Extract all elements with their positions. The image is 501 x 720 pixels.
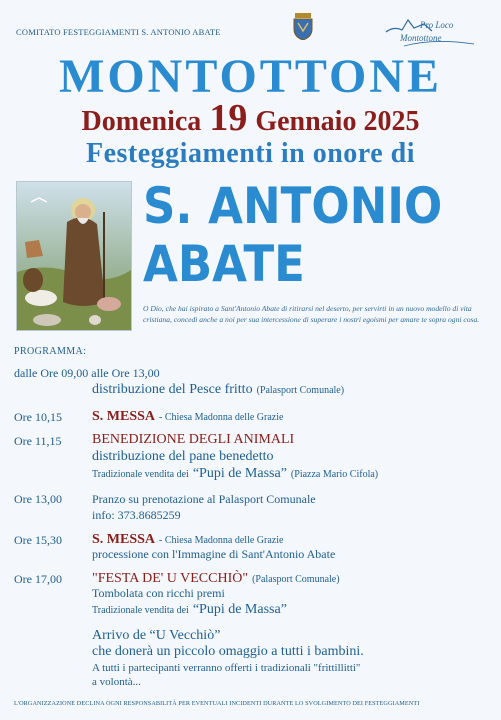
event-6-sale-label: Tradizionale vendita dei xyxy=(92,605,189,616)
event-2-line xyxy=(92,407,283,425)
event-3-sale-label: Tradizionale vendita dei xyxy=(92,469,189,480)
event-3-line2: distribuzione del pane benedetto xyxy=(92,449,274,464)
event-5-line xyxy=(92,530,283,548)
saint-name-line2: ABATE xyxy=(143,235,305,293)
event-2-title: S. MESSA xyxy=(92,409,156,424)
program-heading: PROGRAMMA: xyxy=(14,346,87,357)
event-5-title: S. MESSA xyxy=(92,532,156,547)
prayer-text: O Dio, che hai ispirato a Sant'Antonio Abate di ritirarsi nel deserto, per servirti in un nuovo modello di vita cristiana, concedi anche a noi per sua intercessione di superare i nostri egoismi per amare te sopra ogni cosa. xyxy=(143,304,480,324)
event-4-line1: Pranzo su prenotazione al Palasport Comunale xyxy=(92,492,316,506)
event-7-line1: Arrivo de “U Vecchiò” xyxy=(92,628,221,643)
date-month-year: Gennaio 2025 xyxy=(255,106,420,137)
event-5-note: - Chiesa Madonna delle Grazie xyxy=(159,535,284,546)
event-4-phone: info: 373.8685259 xyxy=(92,508,181,522)
event-7-line4: a volontà... xyxy=(92,676,141,688)
event-7-line3: A tutti i partecipanti verranno offerti i tradizionali "frittillitti" xyxy=(92,662,361,674)
event-6-pupi: “Pupi de Massa” xyxy=(192,602,287,617)
event-6-note: (Palasport Comunale) xyxy=(252,574,340,585)
saint-name-line1: S. ANTONIO xyxy=(143,177,443,235)
event-1-title: distribuzione del Pesce fritto xyxy=(92,382,253,397)
event-6-line xyxy=(92,569,340,587)
date-day-number: 19 xyxy=(209,97,248,139)
event-4-time: Ore 13,00 xyxy=(14,492,62,506)
event-6-time: Ore 17,00 xyxy=(14,572,62,586)
footer-disclaimer: L'ORGANIZZAZIONE DECLINA OGNI RESPONSABILITÀ PER EVENTUALI INCIDENTI DURANTE LO SVOLGIMENTO DEI FESTEGGIAMENTI xyxy=(14,700,420,707)
event-7-line2: che donerà un piccolo omaggio a tutti i bambini. xyxy=(92,644,364,659)
saint-antonio-painting xyxy=(16,181,132,331)
event-5-line2: processione con l'Immagine di Sant'Antonio Abate xyxy=(92,547,336,561)
event-3-line3 xyxy=(92,464,378,482)
event-6-line2: Tombolata con ricchi premi xyxy=(92,586,225,600)
coat-of-arms-icon xyxy=(292,13,314,40)
proloco-logo-line1: Pro Loco xyxy=(420,20,454,30)
event-3-place: (Piazza Mario Cifola) xyxy=(290,469,379,480)
organizer-text: COMITATO FESTEGGIAMENTI S. ANTONIO ABATE xyxy=(16,27,221,37)
event-1-note: (Palasport Comunale) xyxy=(256,385,345,396)
event-1-line xyxy=(92,380,344,398)
event-2-note: - Chiesa Madonna delle Grazie xyxy=(159,412,284,423)
proloco-logo-line2: Montottone xyxy=(400,33,442,43)
event-6-title: "FESTA DE' U VECCHIÒ" xyxy=(92,571,249,586)
event-3-pupi: “Pupi de Massa” xyxy=(192,466,287,481)
event-3-time: Ore 11,15 xyxy=(14,434,62,448)
date-day-name: Domenica xyxy=(81,106,202,137)
event-6-line3 xyxy=(92,600,287,618)
event-1-time: dalle Ore 09,00 alle Ore 13,00 xyxy=(14,366,160,380)
event-2-time: Ore 10,15 xyxy=(14,410,62,424)
town-title: MONTOTTONE xyxy=(59,50,442,103)
festivities-heading: Festeggiamenti in onore di xyxy=(85,138,415,169)
event-5-time: Ore 15,30 xyxy=(14,533,62,547)
event-3-title: BENEDIZIONE DEGLI ANIMALI xyxy=(92,432,295,447)
